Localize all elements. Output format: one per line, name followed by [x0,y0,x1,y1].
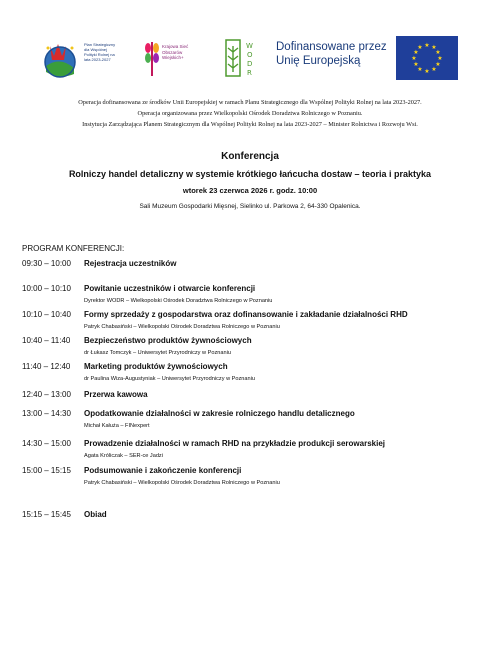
program-item-time: 10:10 – 10:40 [22,310,71,319]
svg-text:★: ★ [413,49,419,56]
program-item-title: Obiad [84,510,107,519]
program-item-time: 12:40 – 13:00 [22,390,71,399]
ps-wpr-text: Plan Strategiczny dla Wspólnej Polityki Rolnej na lata 2023-2027 [84,42,116,62]
svg-text:★: ★ [417,66,423,73]
program-item-title: Opodatkowanie działalności w zakresie rolniczego handlu detalicznego [84,409,355,418]
program-item-time: 13:00 – 14:30 [22,409,71,418]
wheat-icon [142,34,162,84]
conference-venue: Sali Muzeum Gospodarki Mięsnej, Sielinko ul. Parkowa 2, 64-330 Opalenica. [139,203,361,210]
program-item-time: 09:30 – 10:00 [22,259,71,268]
svg-text:★: ★ [431,66,437,73]
ps-wpr-logo [40,34,120,84]
eu-stars-icon [396,36,458,80]
program-item-time: 10:40 – 11:40 [22,336,71,345]
program-item-time: 15:00 – 15:15 [22,466,71,475]
svg-text:★: ★ [411,55,417,62]
eu-funding-line1: Dofinansowane przez [276,41,387,53]
program-item-time: 15:15 – 15:45 [22,510,71,519]
funding-line-2: Operacja organizowana przez Wielkopolski Ośrodek Doradztwa Rolniczego w Poznaniu. [137,110,363,117]
svg-text:★: ★ [424,68,430,75]
svg-text:★: ★ [424,42,430,49]
svg-text:★: ★ [417,44,423,51]
program-item-title: Bezpieczeństwo produktów żywnościowych [84,336,252,345]
svg-text:★: ★ [435,49,441,56]
program-item-speaker: Patryk Chabasiński – Wielkopolski Ośrodek Doradztwa Rolniczego w Poznaniu [84,324,280,330]
program-item-title: Powitanie uczestników i otwarcie konferencji [84,284,256,293]
svg-text:★: ★ [437,55,443,62]
wodr-emblem-icon [222,34,264,84]
funding-line-3: Instytucja Zarządzająca Planem Strategicznym dla Wspólnej Polityki Rolnej na lata 2023-2027 – Minister Rolnictwa i Rozwoju Wsi. [82,121,418,128]
conference-title: Rolniczy handel detaliczny w systemie krótkiego łańcucha dostaw – teoria i praktyka [68,169,432,179]
logo-bar [40,34,470,84]
program-item-time: 11:40 – 12:40 [22,362,71,371]
program-item-time: 10:00 – 10:10 [22,284,71,293]
program-item-title: Podsumowanie i zakończenie konferencji [84,466,242,475]
eu-funding-line2: Unię Europejską [276,55,361,67]
conference-label: Konferencja [221,151,279,162]
svg-text:★: ★ [413,61,419,68]
ksow-text: Krajowa Sieć Obszarów Wiejskich+ [162,44,189,60]
program-item-speaker: Dyrektor WODR – Wielkopolski Ośrodek Doradztwa Rolniczego w Poznaniu [84,298,273,304]
ps-wpr-emblem-icon [40,34,84,84]
program-item-title: Przerwa kawowa [84,390,148,399]
wodr-logo [222,34,264,84]
program-item-speaker: dr Łukasz Tomczyk – Uniwersytet Przyrodniczy w Poznaniu [84,350,231,356]
svg-text:O: O [247,51,253,59]
program-item-speaker: dr Paulina Wiza-Augustyniak – Uniwersytet Przyrodniczy w Poznaniu [84,376,255,382]
program-item-title: Marketing produktów żywnościowych [84,362,228,371]
conference-date: wtorek 23 czerwca 2026 r. godz. 10:00 [182,186,318,195]
svg-text:R: R [247,69,252,77]
program-item-time: 14:30 – 15:00 [22,439,71,448]
ksow-logo [142,34,202,84]
program-heading: PROGRAM KONFERENCJI: [22,244,125,253]
funding-info [20,98,480,131]
program-item-speaker: Patryk Chabasiński – Wielkopolski Ośrodek Doradztwa Rolniczego w Poznaniu [84,480,280,486]
eu-flag [396,36,458,80]
funding-line-1: Operacja dofinansowana ze środków Unii Europejskiej w ramach Planu Strategicznego dla Wspólnej Polityki Rolnej na lata 2023-2027. [78,99,422,106]
program-item-title: Prowadzenie działalności w ramach RHD na przykładzie produkcji serowarskiej [84,439,385,448]
svg-text:D: D [247,60,253,68]
svg-text:★: ★ [435,61,441,68]
svg-text:W: W [246,42,253,50]
program-item-title: Rejestracja uczestników [84,259,177,268]
program-item-speaker: Agata Króliczak – SER-ce Jadzi [84,453,163,459]
program-item-speaker: Michał Kałuża – FINexpert [84,423,150,429]
eu-funding-text [276,40,387,68]
svg-text:★: ★ [431,44,437,51]
program-item-title: Formy sprzedaży z gospodarstwa oraz dofinansowanie i zakładanie działalności RHD [84,310,408,319]
